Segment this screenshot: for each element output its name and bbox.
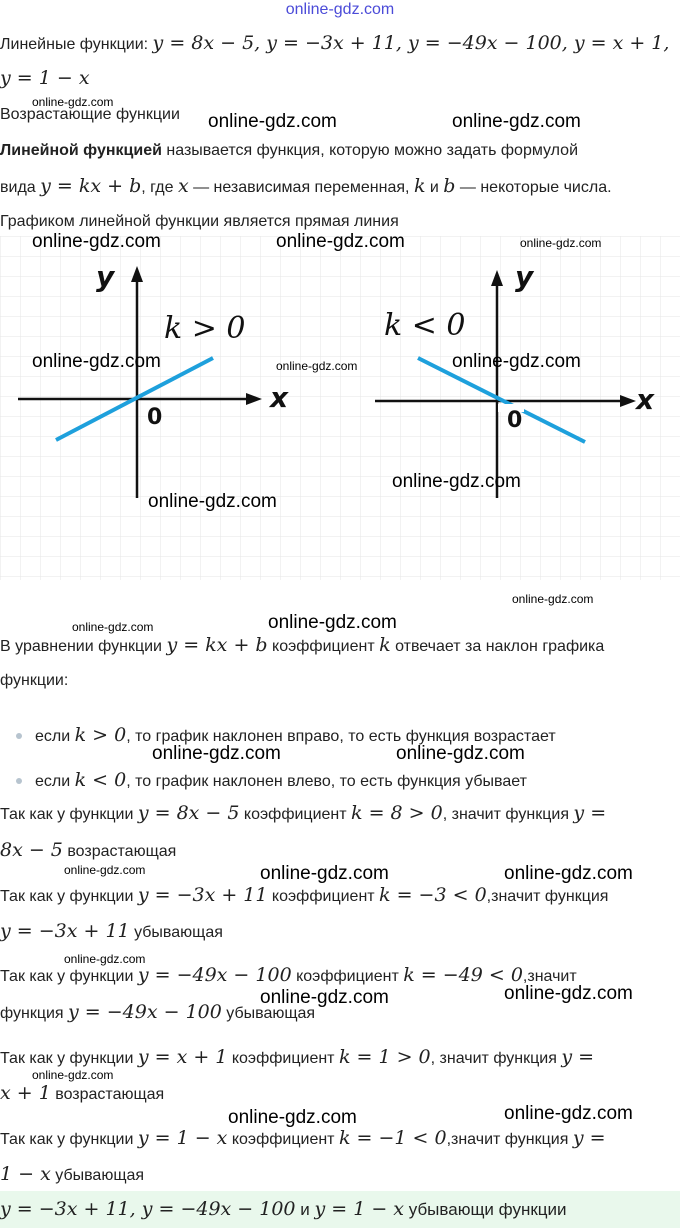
formula-start: y = (573, 802, 607, 824)
watermark: online-gdz.com (32, 351, 161, 372)
t: если (35, 773, 75, 790)
explanation-line2: функции: (0, 672, 69, 689)
origin-right: 0 (507, 408, 523, 433)
formula: y = −3x + 11 (0, 920, 130, 942)
bullet-dot (16, 733, 22, 739)
functions-list-line1 (0, 32, 669, 56)
watermark: online-gdz.com (152, 743, 281, 764)
t: Так как у функции (0, 968, 138, 985)
watermark: online-gdz.com (504, 983, 633, 1004)
explanation-line1 (0, 634, 604, 658)
formula-end: 1 − x (0, 1163, 51, 1185)
coef: k = −3 < 0 (379, 884, 487, 906)
coef: k = −49 < 0 (403, 964, 523, 986)
x-label-right: x (636, 383, 655, 416)
t: коэффициент (227, 1131, 339, 1148)
formula: y = −49x − 100 (68, 1001, 222, 1023)
t: коэффициент (267, 638, 380, 655)
watermark: online-gdz.com (276, 359, 358, 373)
formula: y = −49x − 100 (137, 964, 292, 986)
t: и (295, 1200, 315, 1219)
formula: y = kx + b (166, 634, 268, 656)
t: и (425, 179, 444, 196)
origin-left: 0 (147, 405, 163, 430)
t: если (35, 728, 75, 745)
cond-left: k > 0 (164, 311, 246, 346)
verdict: убывающая (221, 1005, 316, 1022)
coef: k = 1 > 0 (338, 1046, 431, 1068)
functions-list-line2 (0, 67, 90, 91)
verdict: убывающая (50, 1167, 145, 1184)
var-b: b (443, 175, 456, 197)
t: Так как у функции (0, 1131, 138, 1148)
watermark: online-gdz.com (228, 1107, 357, 1128)
watermark: online-gdz.com (396, 743, 525, 764)
formula: y = 1 − x (137, 1127, 228, 1149)
cond: k < 0 (74, 769, 127, 791)
var-x: x (177, 175, 189, 197)
watermark-top: online-gdz.com (285, 1, 395, 18)
watermark: online-gdz.com (32, 231, 161, 252)
t: коэффициент (227, 1050, 339, 1067)
y-label-right: y (515, 260, 534, 293)
formula-end: x + 1 (0, 1082, 51, 1104)
case-4-line2 (0, 1082, 164, 1106)
watermark: online-gdz.com (520, 236, 602, 250)
functions-math-2: y = 1 − x (0, 67, 90, 89)
t: В уравнении функции (0, 638, 167, 655)
watermark: online-gdz.com (452, 111, 581, 132)
linear-function-graphs (0, 236, 680, 580)
watermark: online-gdz.com (208, 111, 337, 132)
watermark: online-gdz.com (64, 863, 146, 877)
t: , где (141, 179, 178, 196)
functions-math: y = 8x − 5, y = −3x + 11, y = −49x − 100, y = x + 1, (152, 32, 670, 54)
case-5-line2 (0, 1163, 144, 1187)
functions-lead: Линейные функции: (0, 36, 153, 53)
increasing-heading: Возрастающие функции (0, 106, 180, 123)
t: Так как у функции (0, 1050, 138, 1067)
coef: k = −1 < 0 (338, 1127, 447, 1149)
watermark: online-gdz.com (268, 612, 397, 633)
t: коэффициент (239, 806, 352, 823)
definition-term: Линейной функцией (0, 142, 162, 159)
case-2-line2 (0, 920, 223, 944)
formula: y = −3x + 11 (137, 884, 268, 906)
definition-line1 (0, 140, 578, 162)
t: ,значит (522, 968, 577, 985)
case-2-line1 (0, 884, 608, 908)
answer-line (0, 1198, 567, 1221)
verdict: возрастающая (50, 1086, 165, 1103)
case-5-line1 (0, 1127, 606, 1151)
watermark: online-gdz.com (504, 863, 633, 884)
formula: y = 8x − 5 (137, 802, 240, 824)
var-k: k (379, 634, 391, 656)
verdict: убывающая (129, 924, 223, 941)
formula: y = kx + b (40, 175, 142, 197)
watermark: online-gdz.com (452, 351, 581, 372)
case-3-line1 (0, 964, 577, 988)
watermark: online-gdz.com (260, 987, 389, 1008)
t: , то график наклонен влево, то есть функция убывает (126, 773, 527, 790)
case-1-line1 (0, 802, 606, 826)
x-label-left: x (270, 381, 289, 414)
t: отвечает за наклон графика (390, 638, 605, 655)
watermark: online-gdz.com (32, 95, 114, 109)
case-1-line2 (0, 839, 176, 863)
case-4-line1 (0, 1046, 594, 1070)
t: коэффициент (267, 888, 380, 905)
watermark: online-gdz.com (32, 1068, 114, 1082)
graph-caption: Графиком линейной функции является прямая линия (0, 213, 399, 230)
var-k: k (413, 175, 426, 197)
watermark: online-gdz.com (276, 231, 405, 252)
watermark: online-gdz.com (148, 491, 277, 512)
y-label-left: y (96, 260, 115, 293)
answer-formula: y = 1 − x (314, 1198, 405, 1220)
cond-right: k < 0 (384, 308, 466, 343)
watermark: online-gdz.com (260, 863, 389, 884)
answer-formulas: y = −3x + 11, y = −49x − 100 (0, 1198, 296, 1220)
graph-svg (0, 236, 680, 580)
t: , то график наклонен вправо, то есть функция возрастает (126, 728, 556, 745)
t: , значит функция (442, 806, 574, 823)
t: — некоторые числа. (455, 179, 612, 196)
t: вида (0, 179, 41, 196)
formula-start: y = (572, 1127, 606, 1149)
watermark: online-gdz.com (504, 1103, 633, 1124)
t: коэффициент (291, 968, 404, 985)
bullet-item-negative (35, 769, 527, 793)
coef: k = 8 > 0 (351, 802, 443, 824)
definition-line2 (0, 175, 612, 199)
watermark: online-gdz.com (64, 952, 146, 966)
formula-start: y = (561, 1046, 595, 1068)
watermark: online-gdz.com (512, 592, 594, 606)
t: ,значит функция (446, 1131, 573, 1148)
t: ,значит функция (486, 888, 609, 905)
formula-end: 8x − 5 (0, 839, 63, 861)
t: Так как у функции (0, 806, 138, 823)
t: , значит функция (430, 1050, 562, 1067)
answer-text: убывающи функции (404, 1200, 567, 1219)
formula: y = x + 1 (137, 1046, 228, 1068)
verdict: возрастающая (62, 843, 177, 860)
definition-text: называется функция, которую можно задать формулой (161, 142, 579, 159)
watermark: online-gdz.com (72, 620, 154, 634)
t: Так как у функции (0, 888, 138, 905)
watermark: online-gdz.com (392, 471, 521, 492)
bullet-dot (16, 778, 22, 784)
t: — независимая переменная, (188, 179, 414, 196)
cond: k > 0 (74, 724, 127, 746)
t: функция (0, 1005, 69, 1022)
